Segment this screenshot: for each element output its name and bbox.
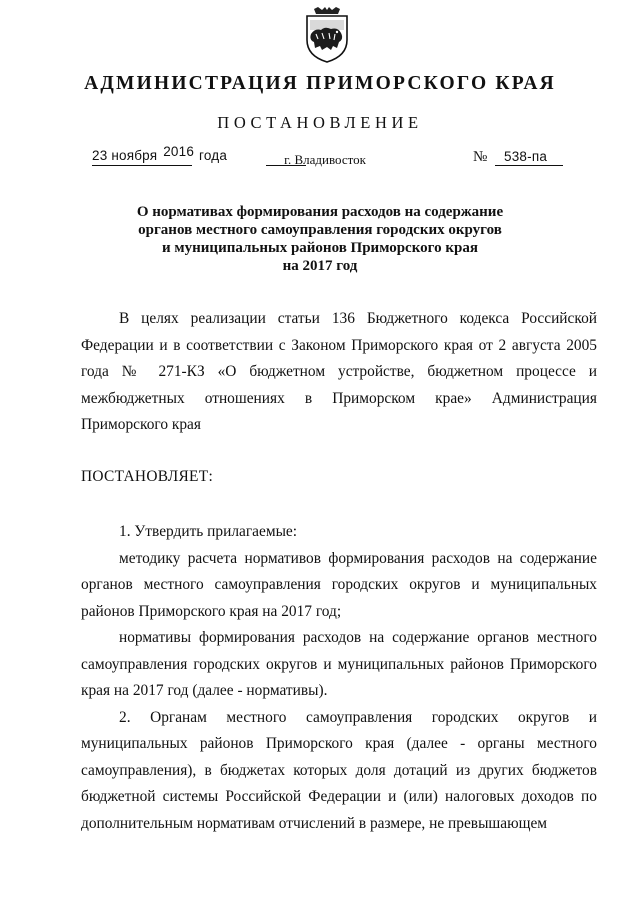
- number-sign: №: [473, 149, 488, 165]
- decree-word: ПОСТАНОВЛЯЕТ:: [81, 468, 214, 485]
- item-2-continuation: муниципальных районов Приморского края (далее - органы местного самоуправления), в бюджетах которых доля дотаций из других бюджетов бюджетной системы Российской Федерации и (или) налоговых доходов по дополнительным нормативам отчислений в размере, не превышающем: [81, 735, 597, 832]
- document-number: [473, 148, 565, 168]
- date-year: 2016: [163, 144, 195, 159]
- date-day-month: 23 ноября: [92, 148, 158, 163]
- resolution-items: [81, 519, 597, 837]
- administration-title: АДМИНИСТРАЦИЯ ПРИМОРСКОГО КРАЯ: [84, 73, 556, 94]
- coat-of-arms-tiger-icon: [301, 6, 353, 64]
- heading-line: на 2017 год: [282, 258, 358, 274]
- item-1-norms: нормативы формирования расходов на содержание органов местного самоуправления городских округов и муниципальных районов Приморского края на 2017 год (далее - нормативы).: [81, 629, 597, 699]
- number-underline: [495, 165, 563, 166]
- heading-line: и муниципальных районов Приморского края: [162, 240, 478, 256]
- date-suffix: года: [199, 148, 228, 163]
- preamble-paragraph: В целях реализации статьи 136 Бюджетного кодекса Российской Федерации и в соответствии с Законом Приморского края от 2 августа 2005 года № 271-КЗ «О бюджетном устройстве, бюджетном процессе и межбюджетных отношениях в Приморском крае» Администрация Приморского края: [81, 310, 597, 433]
- document-heading: [0, 203, 640, 275]
- item-2-first-line: [81, 705, 597, 732]
- item-1-methodology: методику расчета нормативов формирования расходов на содержание органов местного самоуправления городских округов и муниципальных районов Приморского края на 2017 год;: [81, 549, 597, 620]
- preamble-section: [81, 306, 597, 439]
- item-1-intro: 1. Утвердить прилагаемые:: [119, 523, 298, 540]
- document-type: ПОСТАНОВЛЕНИЕ: [217, 113, 423, 132]
- heading-line: органов местного самоуправления городских округов: [138, 222, 502, 238]
- city-label: г. Владивосток: [284, 152, 366, 167]
- heading-line: О нормативах формирования расходов на содержание: [136, 204, 504, 220]
- number-value: 538-па: [504, 149, 548, 164]
- item-2-first-line-text: 2. Органам местного самоуправления городских округов и: [119, 708, 597, 726]
